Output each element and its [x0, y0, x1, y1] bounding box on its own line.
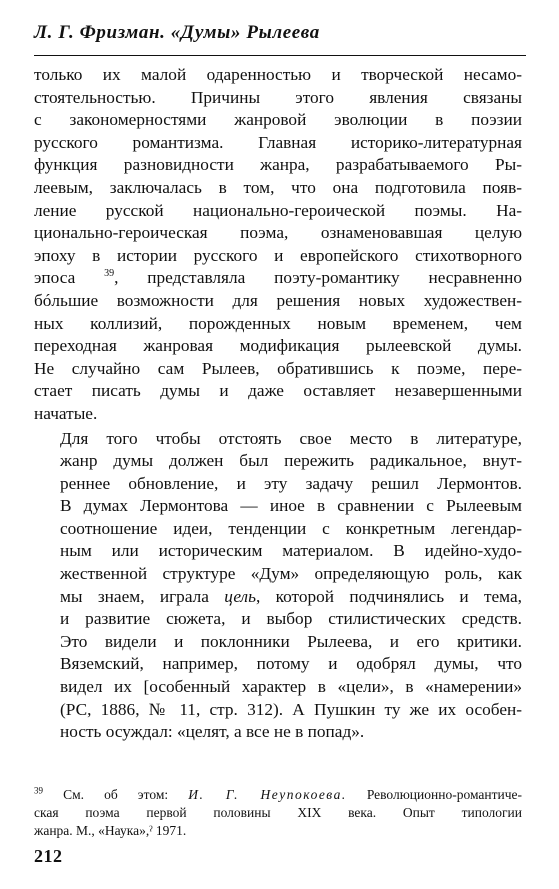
text-fragment: мы знаем, играла [60, 586, 209, 606]
text-line: с закономерностями жанровой эволюции в поэзии [34, 110, 522, 130]
running-head: Л. Г. Фризман. «Думы» Рылеева [34, 22, 320, 43]
footnote-mark: 39 [34, 785, 43, 796]
footnote-author: И. Г. Неупокоева. [188, 787, 347, 802]
footnote-prefix: См. об этом: [63, 787, 169, 802]
text-line: эпоху в истории русского и европейского стихотворного [34, 245, 522, 265]
text-line: ность осуждал: «целят, а все не в попад». [60, 722, 365, 742]
text-line: начатые. [34, 403, 98, 423]
italic-word: цель [224, 586, 256, 606]
text-line: Это видели и поклонники Рылеева, и его критики. [60, 631, 522, 651]
text-fragment: , которой подчинялись и тема, [255, 586, 522, 606]
text-line-with-italic [34, 586, 522, 609]
text-line: функция разновидности жанра, разрабатываемого Ры- [34, 155, 522, 175]
main-text [34, 64, 522, 744]
footnote-39 [34, 786, 522, 840]
text-line: переходная жанровая модификация рылеевской думы. [34, 336, 522, 356]
text-line: ционально-героическая поэма, ознаменовавшая целую [34, 223, 522, 243]
running-head-container [34, 22, 526, 48]
text-line: Не случайно сам Рылеев, обратившись к поэме, пере- [34, 358, 522, 378]
header-rule [34, 55, 526, 56]
text-line: стает писать думы и даже оставляет незавершенными [34, 381, 522, 401]
paragraph-1 [34, 64, 522, 426]
text-line: В думах Лермонтова — иное в сравнении с Рылеевым [60, 496, 522, 516]
text-line: жанр думы должен был пережить радикальное, внут- [60, 451, 522, 471]
text-line: (РС, 1886, № 11, стр. 312). А Пушкин ту же их особен- [60, 699, 522, 719]
text-line-with-footnote-ref [34, 267, 522, 290]
text-line: ным или историческим материалом. В идейно-худо- [60, 541, 522, 561]
footnote-line [34, 786, 522, 804]
text-line: русского романтизма. Главная историко-литературная [34, 132, 522, 152]
text-line: реннее обновление, и эту задачу решил Лермонтов. [60, 473, 522, 493]
text-line: Для того чтобы отстоять свое место в литературе, [60, 428, 522, 448]
text-line: и развитие сюжета, и выбор стилистических средств. [60, 609, 522, 629]
text-line: Вяземский, например, потому и одобрял думы, что [60, 654, 522, 674]
footnote-line: ская поэма первой половины XIX века. Опыт типологии [34, 805, 522, 820]
text-line: соотношение идеи, тенденции с конкретным легендар- [60, 518, 522, 538]
text-line: ление русской национально-героической поэмы. На- [34, 200, 522, 220]
text-line: ных коллизий, порожденных новым временем, чем [34, 313, 522, 333]
text-line: бóльшие возможности для решения новых художествен- [34, 290, 522, 310]
paragraph-2 [34, 428, 522, 744]
text-line: стоятельностью. Причины этого явления связаны [34, 87, 522, 107]
text-line: жественной структуре «Дум» определяющую роль, как [60, 564, 522, 584]
page-number: 212 [34, 846, 63, 866]
text-line: только их малой одаренностью и творческой несамо- [34, 65, 522, 84]
footnote-reference: 39 [104, 268, 115, 280]
text-fragment: эпоса [34, 268, 76, 288]
footnotes [34, 786, 522, 840]
footnote-title: Революционно-романтиче- [366, 787, 523, 802]
text-fragment: , представляла поэту-романтику несравненно [114, 268, 522, 288]
text-line: видел их [особенный характер в «цели», в «намерении» [60, 677, 522, 697]
footnote-line: жанра. М., «Наука»,ˀ 1971. [34, 823, 187, 838]
text-line: леевым, заключалась в том, что она подготовила появ- [34, 177, 522, 197]
